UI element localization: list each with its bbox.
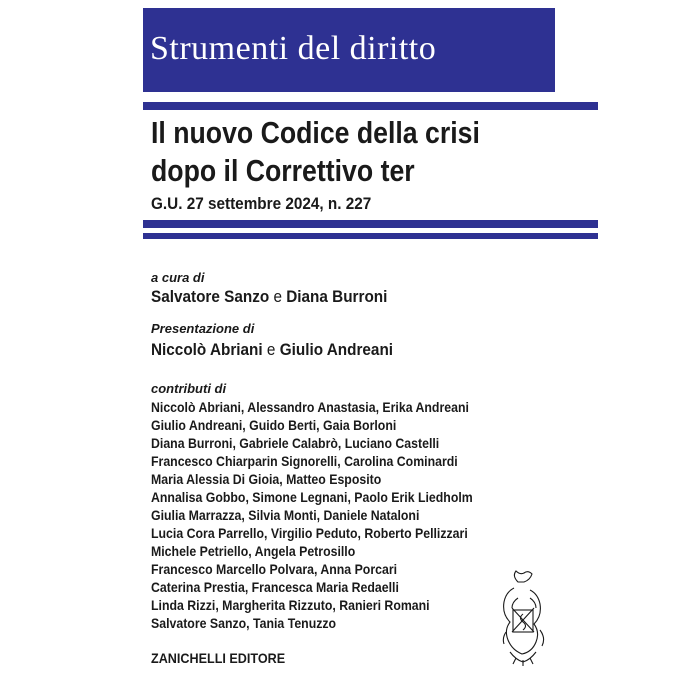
- editors-conjunction: e: [273, 287, 282, 306]
- presentation-label: Presentazione di: [151, 321, 255, 336]
- editor-name-2: Diana Burroni: [286, 287, 388, 306]
- contributors-label: contributi di: [151, 381, 227, 396]
- contributors-line: Linda Rizzi, Margherita Rizzuto, Ranieri Romani: [151, 597, 430, 613]
- editors-label: a cura di: [151, 270, 205, 285]
- publisher-name: ZANICHELLI EDITORE: [151, 650, 286, 666]
- contributors-line: Michele Petriello, Angela Petrosillo: [151, 543, 356, 559]
- contributors-line: Diana Burroni, Gabriele Calabrò, Luciano Castelli: [151, 435, 440, 451]
- editor-name-1: Salvatore Sanzo: [151, 287, 270, 306]
- contributors-line: Niccolò Abriani, Alessandro Anastasia, Erika Andreani: [151, 399, 469, 415]
- series-title: Strumenti del diritto: [150, 30, 437, 67]
- book-title-line-1: Il nuovo Codice della crisi: [151, 115, 480, 150]
- book-title-line-2: dopo il Correttivo ter: [151, 153, 415, 188]
- presentation-conjunction: e: [266, 340, 276, 359]
- contributors-line: Maria Alessia Di Gioia, Matteo Esposito: [151, 471, 382, 487]
- book-title: [151, 114, 480, 190]
- top-rule: [143, 102, 598, 110]
- editors-names: [151, 287, 387, 307]
- bottom-rule-1: [143, 220, 598, 228]
- contributors-line: Francesco Marcello Polvara, Anna Porcari: [151, 561, 398, 577]
- bottom-rule-2: [143, 233, 598, 239]
- gazette-reference: G.U. 27 settembre 2024, n. 227: [151, 194, 372, 213]
- contributors-line: Caterina Prestia, Francesca Maria Redaelli: [151, 579, 399, 595]
- presentation-names: [151, 340, 393, 360]
- contributors-line: Giulio Andreani, Guido Berti, Gaia Borloni: [151, 417, 397, 433]
- contributors-line: Lucia Cora Parrello, Virgilio Peduto, Roberto Pellizzari: [151, 525, 468, 541]
- presenter-name-1: Niccolò Abriani: [151, 340, 263, 359]
- presenter-name-2: Giulio Andreani: [279, 340, 394, 359]
- contributors-line: Francesco Chiarparin Signorelli, Carolina Cominardi: [151, 453, 458, 469]
- contributors-line: Salvatore Sanzo, Tania Tenuzzo: [151, 615, 337, 631]
- contributors-list: [151, 398, 517, 632]
- contributors-line: Annalisa Gobbo, Simone Legnani, Paolo Erik Liedholm: [151, 489, 473, 505]
- zanichelli-emblem-icon: [498, 568, 550, 668]
- contributors-line: Giulia Marrazza, Silvia Monti, Daniele Nataloni: [151, 507, 420, 523]
